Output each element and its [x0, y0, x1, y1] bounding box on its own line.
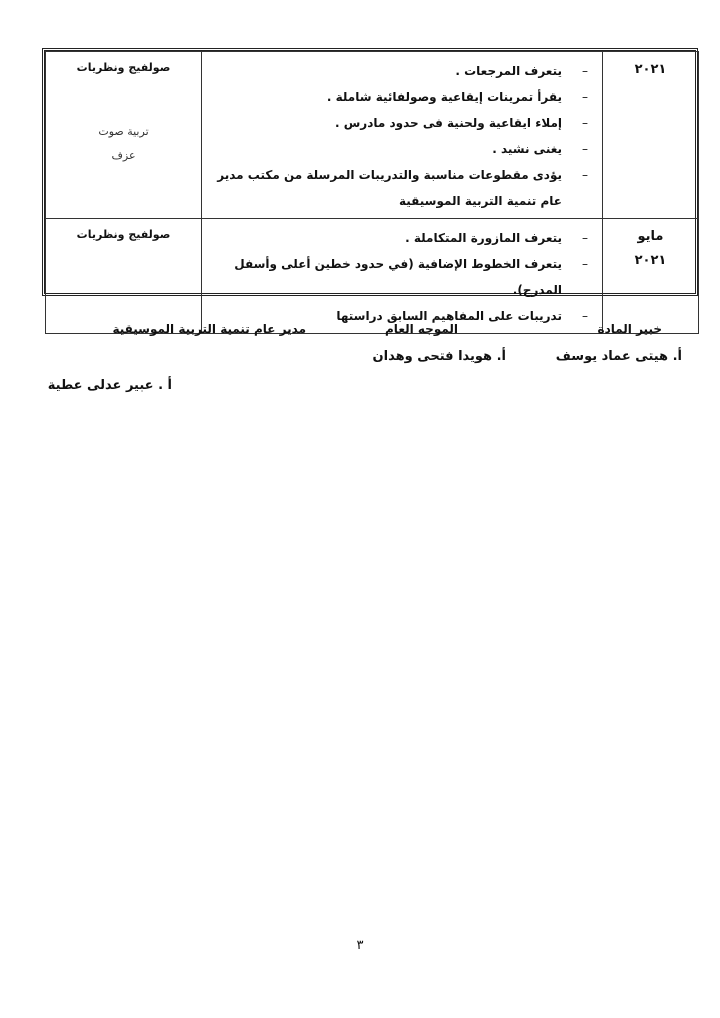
- list-dash: –: [582, 309, 588, 323]
- curriculum-table: [45, 51, 699, 334]
- activity-type-cell: [46, 219, 202, 334]
- list-item: [210, 251, 592, 303]
- list-item: [210, 162, 592, 214]
- date-month: مايو: [637, 229, 664, 244]
- list-dash: –: [582, 168, 588, 182]
- list-dash: –: [582, 257, 588, 271]
- date-cell: [603, 219, 699, 334]
- list-item: [210, 58, 592, 84]
- objective-text: يتعرف المرجعات .: [455, 64, 562, 78]
- date-year: ٢٠٢١: [634, 253, 667, 268]
- list-dash: –: [582, 231, 588, 245]
- table-row: [46, 52, 699, 219]
- date-cell: [603, 52, 699, 219]
- objective-text: إملاء ايقاعية ولحنية فى حدود مادرس .: [335, 116, 562, 130]
- director-title: مدير عام تنمية التربية الموسيقية: [112, 322, 306, 336]
- page-number: ٣: [356, 938, 364, 953]
- objective-text: يغنى نشيد .: [492, 142, 562, 156]
- list-dash: –: [582, 90, 588, 104]
- content-cell: [202, 52, 603, 219]
- curriculum-table-frame: [42, 48, 698, 323]
- activity-type-cell: [46, 52, 202, 219]
- activity-type-main: صولفيج ونظريات: [76, 61, 171, 74]
- list-item: [210, 225, 592, 251]
- list-dash: –: [582, 142, 588, 156]
- supervisor-title: الموجه العام: [385, 322, 458, 336]
- objective-text: يقرأ تمرينات إيقاعية وصولفائية شاملة .: [326, 90, 562, 104]
- objective-text: يؤدى مقطوعات مناسبة والتدريبات المرسلة من مكتب مدير عام تنمية التربية الموسيقية: [217, 168, 562, 208]
- list-item: [210, 84, 592, 110]
- objectives-list: [202, 52, 602, 218]
- objective-text: يتعرف المازورة المتكاملة .: [405, 231, 562, 245]
- list-item: [210, 136, 592, 162]
- list-dash: –: [582, 116, 588, 130]
- supervisor-name: أ. هويدا فتحى وهدان: [372, 349, 506, 364]
- date-text: ٢٠٢١: [634, 62, 667, 77]
- activity-type-main: صولفيج ونظريات: [76, 228, 171, 241]
- table-row: [46, 219, 699, 334]
- expert-title: خبير المادة: [597, 322, 662, 336]
- expert-name: أ. هيتى عماد يوسف: [555, 349, 682, 364]
- objectives-list: [202, 219, 602, 333]
- activity-type-sub: عزف: [111, 149, 136, 162]
- director-name: أ . عبير عدلى عطية: [47, 378, 172, 393]
- activity-type-sub: تربية صوت: [98, 125, 149, 138]
- objective-text: تدريبات على المفاهيم السابق دراستها: [336, 309, 562, 323]
- content-cell: [202, 219, 603, 334]
- list-dash: –: [582, 64, 588, 78]
- list-item: [210, 110, 592, 136]
- objective-text: يتعرف الخطوط الإضافية (في حدود خطين أعلى وأسفل المدرج).: [234, 257, 562, 297]
